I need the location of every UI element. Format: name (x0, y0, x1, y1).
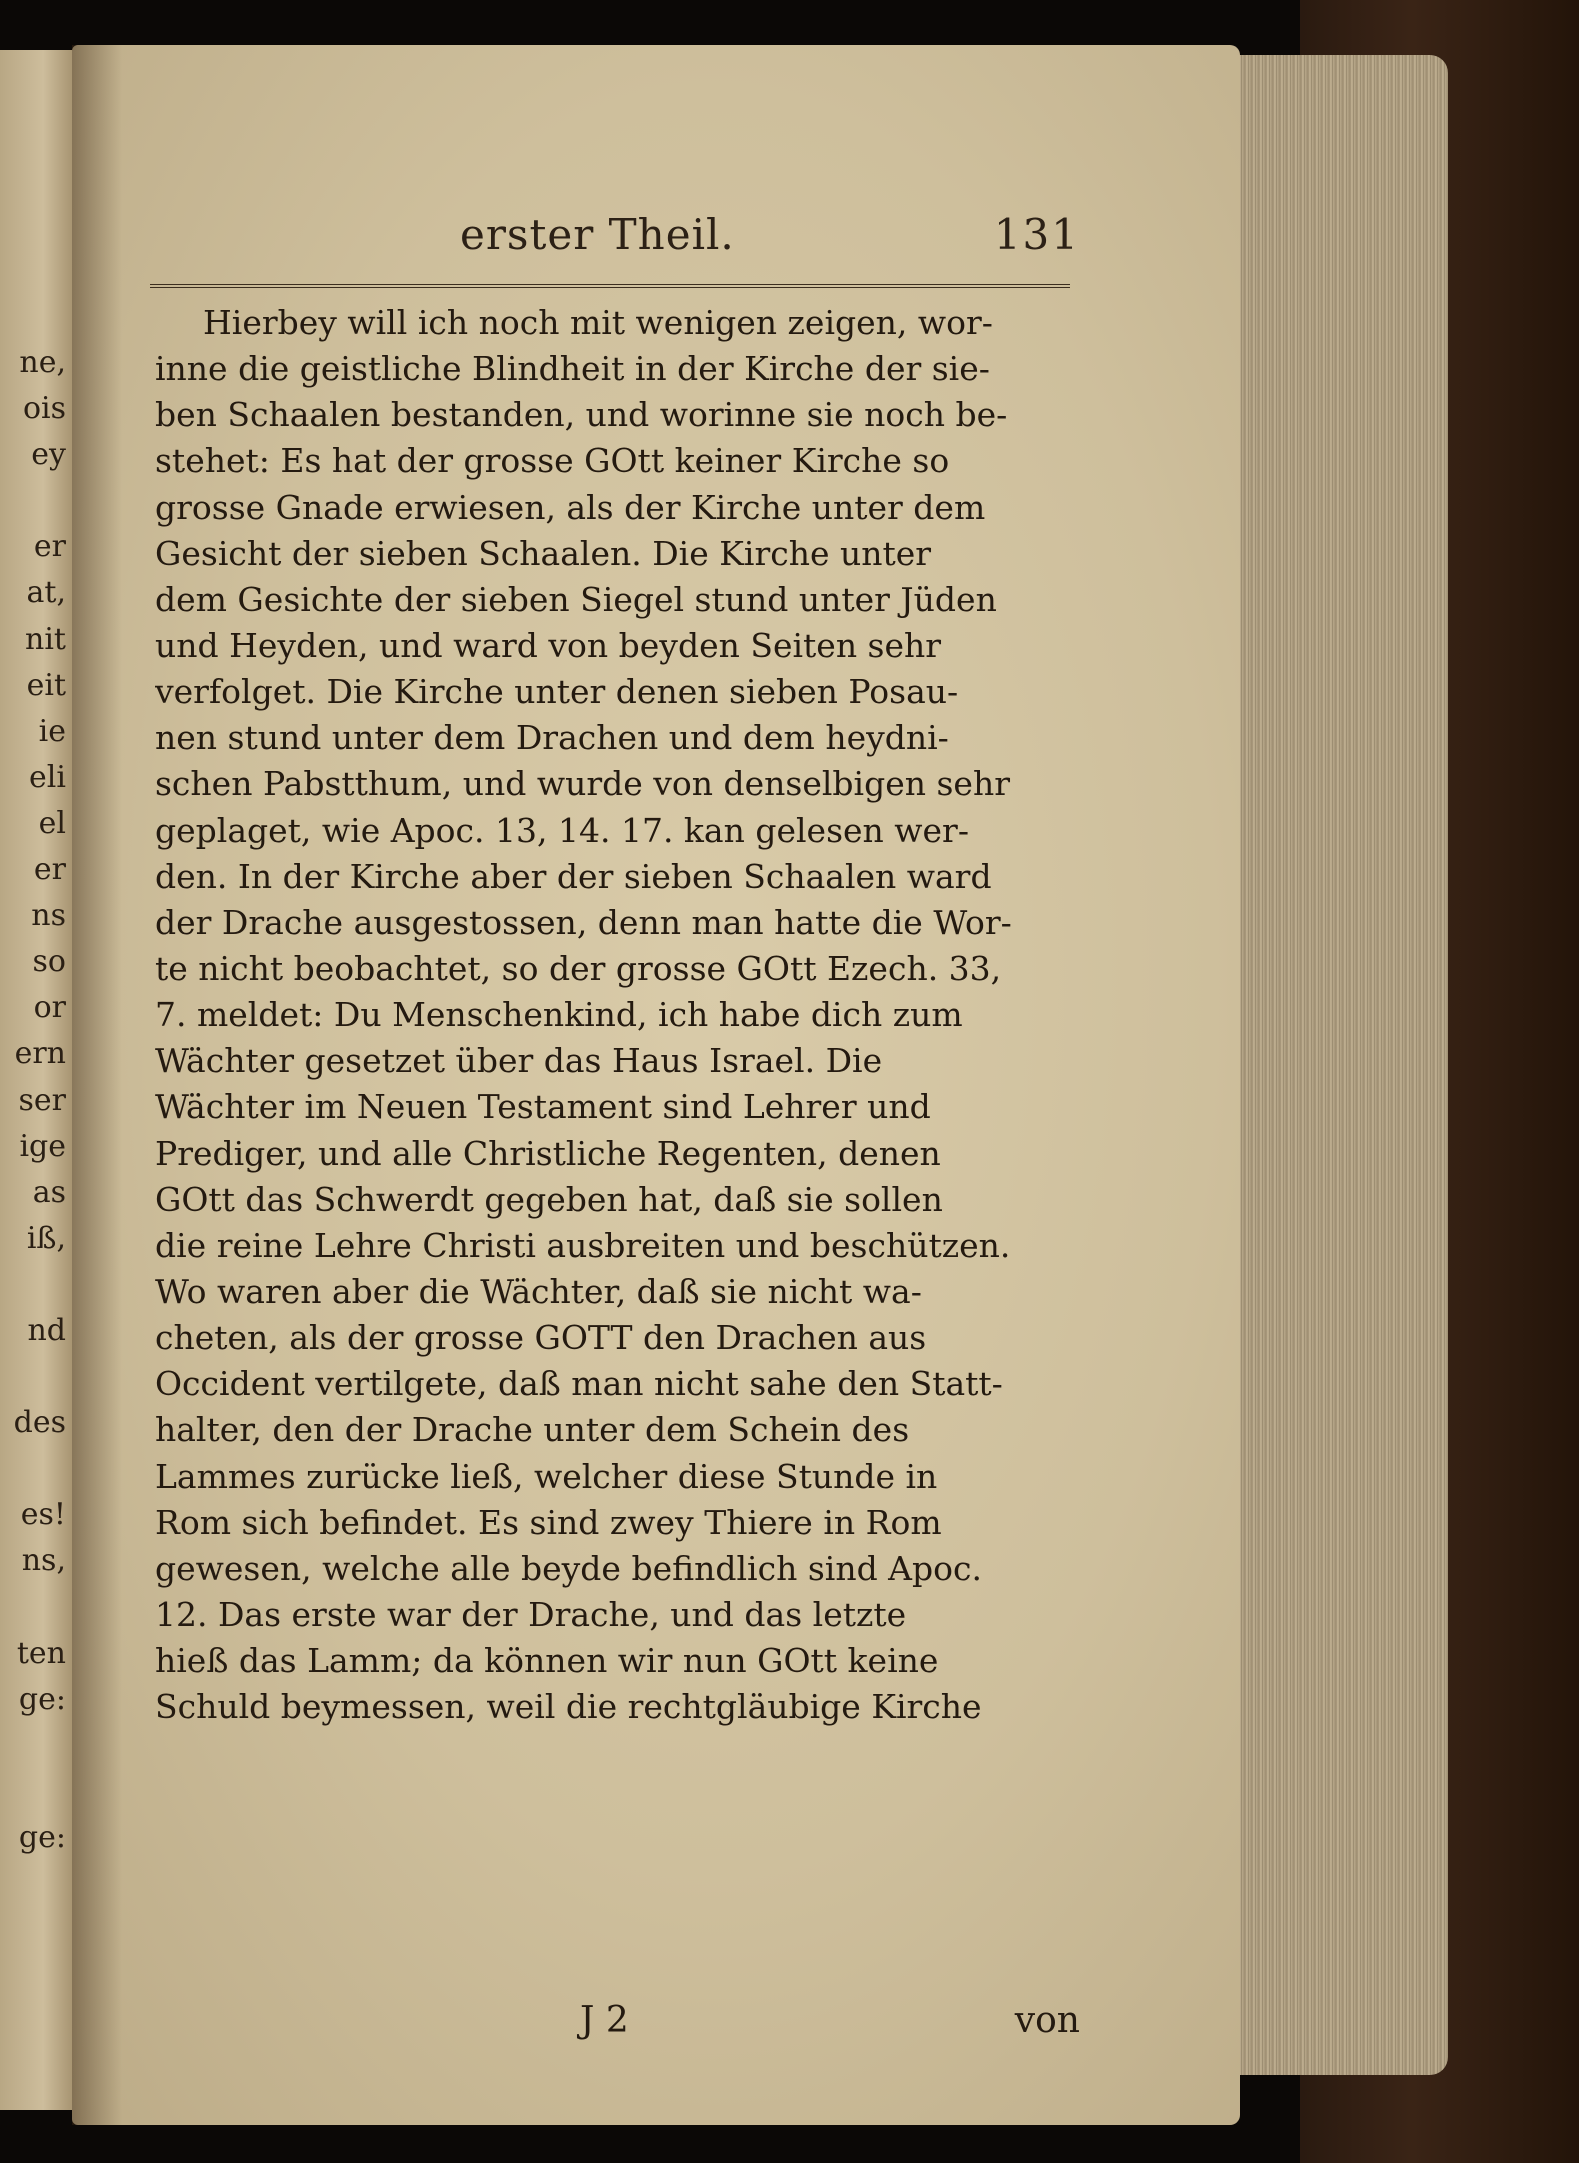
left-page-line-fragment: ois (22, 391, 66, 427)
left-page-line-fragment: des (13, 1405, 66, 1441)
text-line: den. In der Kirche aber der sieben Schaalen ward (155, 856, 992, 896)
left-page-line-fragment: ns, (21, 1543, 66, 1579)
left-page-line-fragment: so (32, 944, 66, 980)
text-line: GOtt das Schwerdt gegeben hat, daß sie sollen (155, 1179, 943, 1219)
left-page-line-fragment: ns (31, 898, 66, 934)
text-line: Wächter im Neuen Testament sind Lehrer und (155, 1087, 931, 1127)
left-page-strip (0, 50, 72, 2110)
left-page-line-fragment: or (33, 990, 66, 1026)
text-line: hieß das Lamm; da können wir nun GOtt keine (155, 1641, 939, 1681)
left-page-fragments (0, 340, 66, 1861)
page-block-edge (1228, 55, 1448, 2075)
text-line: te nicht beobachtet, so der grosse GOtt Ezech. 33, (155, 948, 1002, 988)
left-page-line-fragment (0, 1769, 66, 1815)
left-page-line-fragment: es! (20, 1497, 66, 1533)
left-page-line-fragment (0, 1723, 66, 1769)
text-line: Lammes zurücke ließ, welcher diese Stunde in (155, 1456, 938, 1496)
text-line: Gesicht der sieben Schaalen. Die Kirche unter (155, 533, 932, 573)
text-line: 12. Das erste war der Drache, und das letzte (155, 1594, 907, 1634)
left-page-line-fragment: el (38, 805, 66, 841)
left-page-line-fragment: ge: (18, 1681, 66, 1717)
page-footer (580, 2000, 1080, 2050)
text-line: Rom sich befindet. Es sind zwey Thiere in Rom (155, 1502, 942, 1542)
text-line: verfolget. Die Kirche unter denen sieben Posau- (155, 672, 959, 712)
left-page-line-fragment: ne, (19, 345, 66, 380)
left-page-line-fragment: ser (18, 1082, 66, 1118)
text-line: 7. meldet: Du Menschenkind, ich habe dich zum (155, 995, 963, 1035)
text-line: Occident vertilgete, daß man nicht sahe den Statt- (155, 1364, 1003, 1404)
text-line: gewesen, welche alle beyde befindlich sind Apoc. (155, 1548, 982, 1588)
text-line: inne die geistliche Blindheit in der Kirche der sie- (155, 349, 990, 389)
left-page-line-fragment: eli (29, 759, 66, 795)
left-page-line-fragment: iß, (26, 1220, 66, 1256)
text-line: Wo waren aber die Wächter, daß sie nicht wa- (155, 1271, 922, 1311)
signature-mark: J 2 (580, 2000, 629, 2041)
left-page-line-fragment: ten (16, 1635, 66, 1671)
text-line: nen stund unter dem Drachen und dem heydni- (155, 718, 949, 758)
text-line: stehet: Es hat der grosse GOtt keiner Kirche so (155, 441, 950, 481)
left-page-line-fragment: ge: (18, 1820, 66, 1855)
left-page-line-fragment (0, 478, 66, 524)
left-page-line-fragment (0, 1354, 66, 1400)
catchword: von (1014, 2000, 1080, 2041)
left-page-line-fragment (0, 1585, 66, 1631)
left-page-line-fragment (0, 1446, 66, 1492)
text-line: Schuld beymessen, weil die rechtgläubige Kirche (155, 1687, 982, 1727)
text-line: Wächter gesetzet über das Haus Israel. Die (155, 1041, 883, 1081)
left-page-line-fragment: er (33, 852, 66, 888)
text-line: der Drache ausgestossen, denn man hatte die Wor- (155, 902, 1012, 942)
page-number: 131 (993, 210, 1080, 259)
left-page-line-fragment: eit (26, 667, 66, 703)
header-rule (150, 284, 1070, 288)
text-line: und Heyden, und ward von beyden Seiten sehr (155, 625, 942, 665)
left-page-line-fragment: at, (26, 575, 66, 611)
left-page-line-fragment: nd (27, 1312, 66, 1348)
page-header (160, 210, 1080, 270)
left-page-line-fragment: ie (38, 713, 66, 749)
left-page-line-fragment: ige (19, 1128, 66, 1164)
left-page-line-fragment: er (33, 529, 66, 565)
text-line: dem Gesichte der sieben Siegel stund unter Jüden (155, 579, 997, 619)
text-line: schen Pabstthum, und wurde von denselbigen sehr (155, 764, 1010, 804)
text-line: cheten, als der grosse GOTT den Drachen aus (155, 1318, 927, 1358)
left-page-line-fragment: as (32, 1174, 66, 1210)
text-line: geplaget, wie Apoc. 13, 14. 17. kan gelesen wer- (155, 810, 969, 850)
left-page-line-fragment: ey (31, 437, 66, 473)
running-title: erster Theil. (460, 210, 735, 259)
left-page-line-fragment: nit (25, 621, 66, 657)
text-line: halter, den der Drache unter dem Schein des (155, 1410, 910, 1450)
text-line: Prediger, und alle Christliche Regenten, denen (155, 1133, 941, 1173)
text-line: Hierbey will ich noch mit wenigen zeigen, wor- (203, 303, 993, 342)
left-page-line-fragment: ern (14, 1036, 66, 1072)
text-line: die reine Lehre Christi ausbreiten und beschützen. (155, 1225, 1011, 1265)
left-page-line-fragment (0, 1262, 66, 1308)
text-line: grosse Gnade erwiesen, als der Kirche unter dem (155, 487, 986, 527)
text-line: ben Schaalen bestanden, und worinne sie noch be- (155, 395, 1008, 435)
body-text (155, 300, 1085, 1730)
gutter-shadow (72, 45, 122, 2125)
